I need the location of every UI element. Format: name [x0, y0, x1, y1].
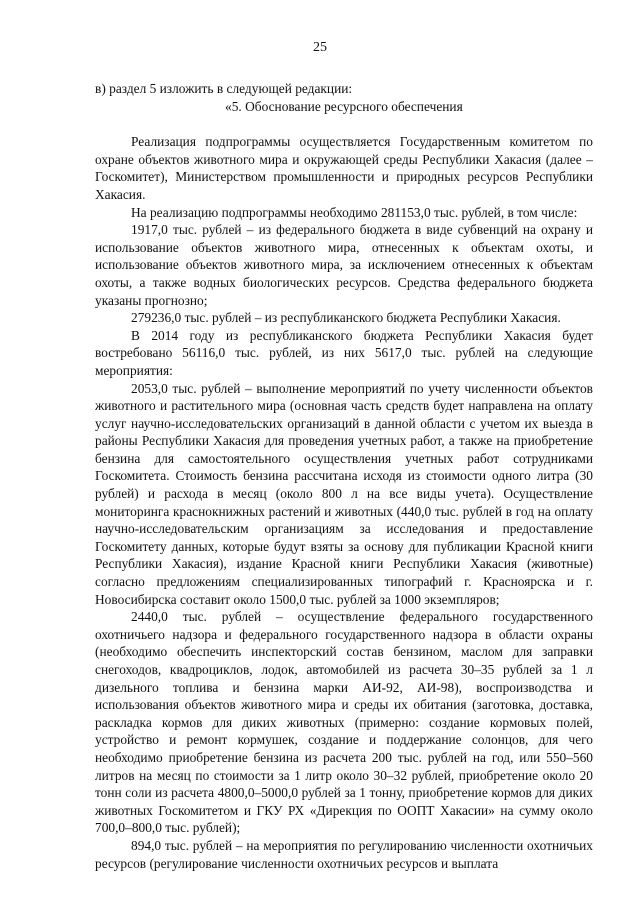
paragraph: 279236,0 тыс. рублей – из республиканского бюджета Республики Хакасия.: [131, 310, 561, 326]
paragraph: 1917,0 тыс. рублей – из федерального бюджета в виде субвенций на охрану и использование объектов животного мира, отнесенных к объектам охоты, и использование объектов животного мира, за исключением отнесенных к объектам охоты, а также водных биологических ресурсов. Средства федерального бюджета указаны прогнозно;: [95, 222, 593, 308]
document-body: [95, 80, 593, 872]
paragraph: 2053,0 тыс. рублей – выполнение мероприятий по учету численности объектов животного и растительного мира (основная часть средств будет направлена на оплату услуг научно-исследовательских организаций в данной области с учетом их выезда в районы Республики Хакасия для проведения учетных работ, а также на приобретение бензина для самостоятельного осуществления учетных работ сотрудниками Госкомитета. Стоимость бензина рассчитана исходя из стоимости одного литра (30 рублей) и расхода в месяц (около 800 л на все виды учета). Осуществление мониторинга краснокнижных растений и животных (440,0 тыс. рублей в год на оплату научно-исследовательским организациям за исследования и предоставление Госкомитету данных, которые будут взяты за основу для публикации Красной книги Республики Хакасия), издание Красной книги Республики Хакасия (животные) согласно предложениям специализированных типографий г. Красноярска и г. Новосибирска составит около 1500,0 тыс. рублей за 1000 экземпляров;: [95, 380, 593, 607]
page-number: 25: [313, 40, 327, 55]
paragraph: На реализацию подпрограммы необходимо 281153,0 тыс. рублей, в том числе:: [131, 204, 578, 220]
intro-line: в) раздел 5 изложить в следующей редакции:: [95, 81, 353, 96]
paragraph: 894,0 тыс. рублей – на мероприятия по регулированию численности охотничьих ресурсов (регулирование численности охотничьих ресурсов и выплата: [95, 837, 593, 871]
paragraph: В 2014 году из республиканского бюджета Республики Хакасия будет востребовано 56116,0 тыс. рублей, из них 5617,0 тыс. рублей на следующие мероприятия:: [95, 327, 593, 378]
section-title: «5. Обоснование ресурсного обеспечения: [225, 98, 463, 114]
paragraph: 2440,0 тыс. рублей – осуществление федерального государственного охотничьего надзора и федерального государственного надзора в области охраны (необходимо обеспечить инспекторский состав бензином, маслом для заправки снегоходов, квадроциклов, лодок, автомобилей из расчета 30–35 рублей за 1 л дизельного топлива и бензина марки АИ-92, АИ-98), воспроизводства и использования объектов животного мира и среды их обитания (заготовка, доставка, раскладка кормов для диких животных (примерно: создание кормовых полей, устройство и ремонт кормушек, создание и поддержание солонцов, для чего необходимо приобретение бензина из расчета 200 тыс. рублей на год, или 550–560 литров на месяц по стоимости за 1 литр около 30–32 рублей, приобретение около 20 тонн соли из расчета 4800,0–5000,0 рублей за 1 тонну, приобретение кормов для диких животных Госкомитетом и ГКУ РХ «Дирекция по ООПТ Хакасии» на сумму около 700,0–800,0 тыс. рублей);: [95, 609, 593, 836]
paragraph: Реализация подпрограммы осуществляется Государственным комитетом по охране объектов животного мира и окружающей среды Республики Хакасия (далее – Госкомитет), Министерством промышленности и природных ресурсов Республики Хакасия.: [95, 134, 593, 202]
